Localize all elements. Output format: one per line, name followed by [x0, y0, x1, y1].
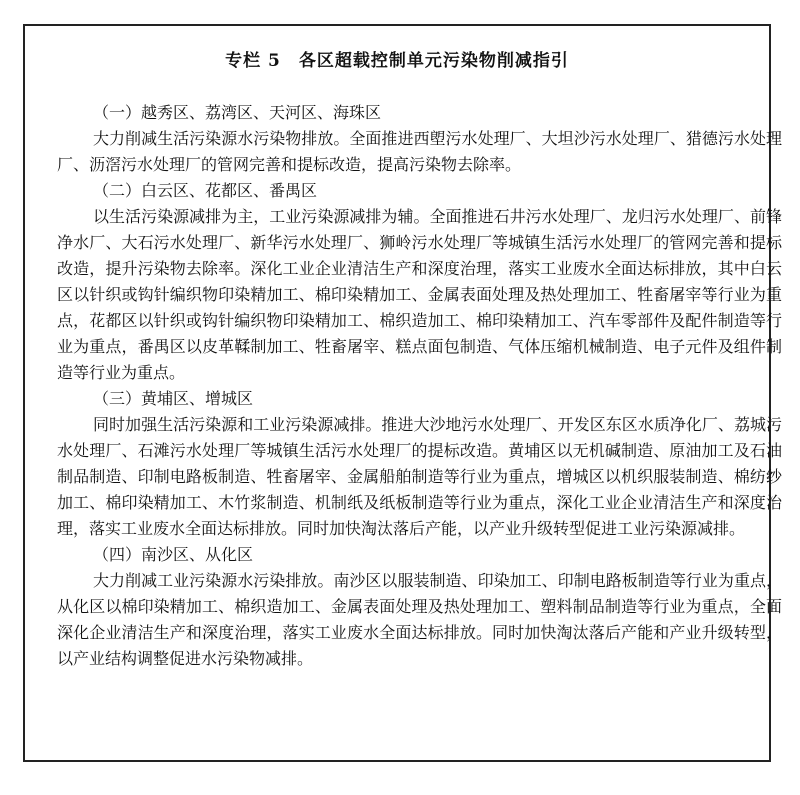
section-paragraph-1: 大力削减生活污染源水污染物排放。全面推进西塱污水处理厂、大坦沙污水处理厂、猎德污水处理厂、沥滘污水处理厂的管网完善和提标改造，提高污染物去除率。 [57, 129, 782, 174]
section-paragraph-3: 同时加强生活污染源和工业污染源减排。推进大沙地污水处理厂、开发区东区水质净化厂、荔城污水处理厂、石滩污水处理厂等城镇生活污水处理厂的提标改造。黄埔区以无机碱制造、原油加工及石油制品制造、印制电路板制造、牲畜屠宰、金属船舶制造等行业为重点，增城区以机织服装制造、棉纺纱加工、棉印染精加工、木竹浆制造、机制纸及纸板制造等行业为重点，深化工业企业清洁生产和深度治理，落实工业废水全面达标排放。同时加快淘汰落后产能，以产业升级转型促进工业污染源减排。 [57, 415, 782, 538]
section-heading-3: （三）黄埔区、增城区 [93, 389, 254, 408]
column-box [23, 24, 782, 762]
column-content [57, 100, 782, 672]
section-paragraph-4: 大力削减工业污染源水污染排放。南沙区以服装制造、印染加工、印制电路板制造等行业为重点，从化区以棉印染精加工、棉织造加工、金属表面处理及热处理加工、塑料制品制造等行业为重点，全面深化企业清洁生产和深度治理，落实工业废水全面达标排放。同时加快淘汰落后产能和产业升级转型，以产业结构调整促进水污染物减排。 [57, 571, 782, 668]
column-title: 专栏 5 各区超载控制单元污染物削减指引 [225, 51, 569, 71]
section-heading-1: （一）越秀区、荔湾区、天河区、海珠区 [93, 103, 382, 122]
section-heading-4: （四）南沙区、从化区 [93, 545, 254, 564]
section-paragraph-2: 以生活污染源减排为主，工业污染源减排为辅。全面推进石井污水处理厂、龙归污水处理厂、前锋净水厂、大石污水处理厂、新华污水处理厂、狮岭污水处理厂等城镇生活污水处理厂的管网完善和提标改造，提升污染物去除率。深化工业企业清洁生产和深度治理，落实工业废水全面达标排放，其中白云区以针织或钩针编织物印染精加工、棉印染精加工、金属表面处理及热处理加工、牲畜屠宰等行业为重点，花都区以针织或钩针编织物印染精加工、棉织造加工、棉印染精加工、汽车零部件及配件制造等行业为重点，番禺区以皮革鞣制加工、牲畜屠宰、糕点面包制造、气体压缩机械制造、电子元件及组件制造等行业为重点。 [57, 207, 782, 382]
section-heading-2: （二）白云区、花都区、番禺区 [93, 181, 318, 200]
